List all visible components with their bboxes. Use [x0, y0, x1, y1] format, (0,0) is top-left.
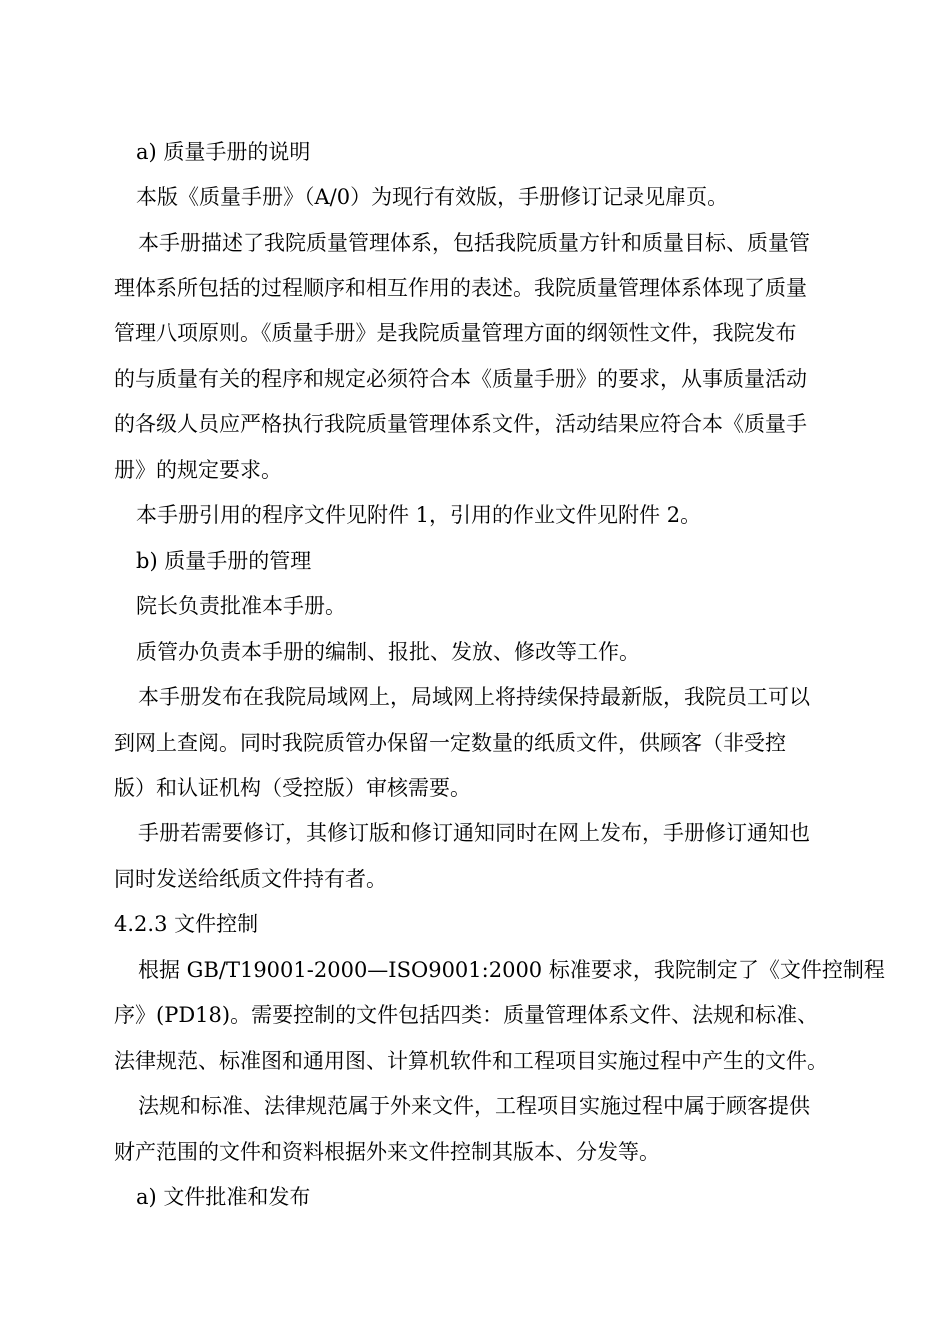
subheading-document-approval: a) 文件批准和发布 — [136, 1185, 311, 1209]
section-heading-document-control: 4.2.3 文件控制 — [114, 912, 259, 936]
paragraph-line: 本手册发布在我院局域网上，局域网上将持续保持最新版，我院员工可以 — [138, 685, 810, 709]
paragraph-line: 根据 GB/T19001-2000—ISO9001:2000 标准要求，我院制定了《文件控制程 — [138, 958, 885, 982]
paragraph-line: 手册若需要修订，其修订版和修订通知同时在网上发布，手册修订通知也 — [138, 821, 810, 845]
subheading-manual-description: a) 质量手册的说明 — [136, 140, 311, 164]
paragraph-line: 的与质量有关的程序和规定必须符合本《质量手册》的要求，从事质量活动 — [114, 367, 807, 391]
paragraph-line: 本手册描述了我院质量管理体系，包括我院质量方针和质量目标、质量管 — [138, 231, 810, 255]
paragraph-line: 同时发送给纸质文件持有者。 — [114, 867, 387, 891]
subheading-manual-management: b) 质量手册的管理 — [136, 549, 312, 573]
paragraph-line: 的各级人员应严格执行我院质量管理体系文件，活动结果应符合本《质量手 — [114, 412, 807, 436]
paragraph-line: 到网上查阅。同时我院质管办保留一定数量的纸质文件，供顾客（非受控 — [114, 731, 786, 755]
paragraph-line: 管理八项原则。《质量手册》是我院质量管理方面的纲领性文件，我院发布 — [114, 321, 797, 345]
paragraph-line: 本版《质量手册》（A/0）为现行有效版，手册修订记录见扉页。 — [136, 185, 729, 209]
paragraph-line: 本手册引用的程序文件见附件 1，引用的作业文件见附件 2。 — [136, 503, 702, 527]
paragraph-line: 版）和认证机构（受控版）审核需要。 — [114, 776, 471, 800]
paragraph-line: 财产范围的文件和资料根据外来文件控制其版本、分发等。 — [114, 1140, 660, 1164]
paragraph-line: 法规和标准、法律规范属于外来文件，工程项目实施过程中属于顾客提供 — [138, 1094, 810, 1118]
paragraph-line: 院长负责批准本手册。 — [136, 594, 346, 618]
paragraph-line: 理体系所包括的过程顺序和相互作用的表述。我院质量管理体系体现了质量 — [114, 276, 807, 300]
paragraph-line: 册》的规定要求。 — [114, 458, 282, 482]
paragraph-line: 质管办负责本手册的编制、报批、发放、修改等工作。 — [136, 640, 640, 664]
paragraph-line: 序》(PD18)。需要控制的文件包括四类：质量管理体系文件、法规和标准、 — [114, 1003, 819, 1027]
paragraph-line: 法律规范、标准图和通用图、计算机软件和工程项目实施过程中产生的文件。 — [114, 1049, 828, 1073]
